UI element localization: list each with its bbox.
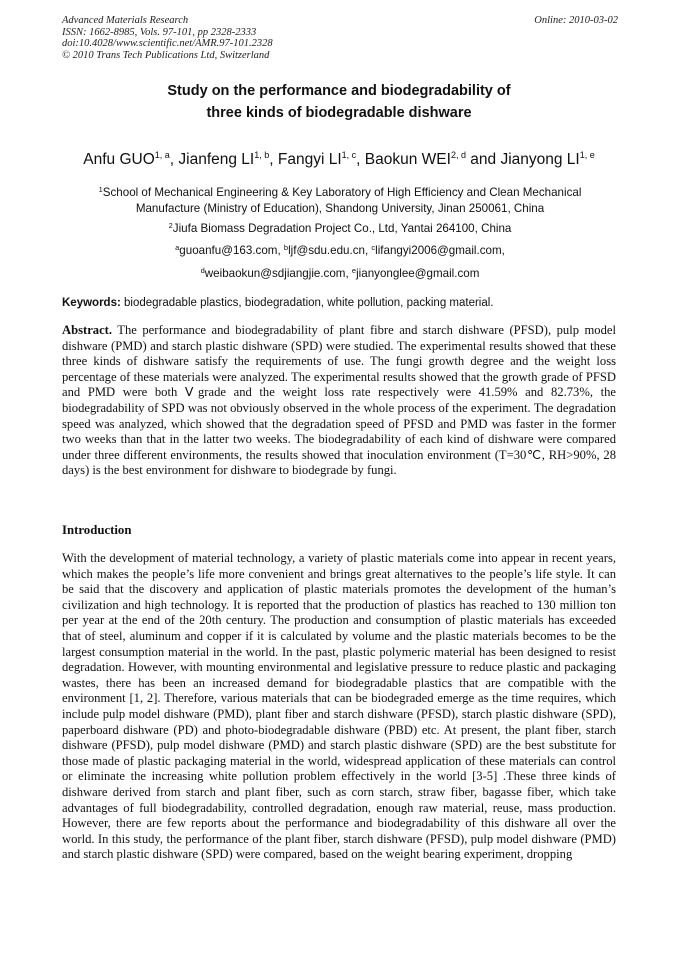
doi-line: doi:10.4028/www.scientific.net/AMR.97-101.2328 (62, 38, 273, 49)
affiliation-1: $^1$School of Mechanical Engineering & Key Laboratory of High Efficiency and Clean Mechanical Manufacture (Ministry of Education), Shandong University, Jinan 250061, China (98, 185, 582, 215)
abstract-label: Abstract. (62, 323, 113, 337)
abstract-text: The performance and biodegradability of plant fibre and starch dishware (PFSD), pulp model dishware (PMD) and starch plastic dishware (SPD) were studied. The experimental results showed that these three kinds of dishware satisfy the requirements of use. The fungi growth degree and the weight loss percentage of these materials were analyzed. The experimental results showed that the growth grade of PFSD and PMD were both Ⅴgrade and the weight loss rate respectively were 41.59% and 82.73%, the biodegradability of SPD was not obviously observed in the whole process of the experiment. The degradation speed was analyzed, which showed that the degradation speed of PFSD and PMD was faster in the former two weeks than that in the latter two weeks. The biodegradability of each kind of dishware were compared under three different environments, the results showed that inoculation environment (T=30℃, RH>90%, 28 days) is the best environment for dishware to biodegrade by fungi. (62, 323, 616, 478)
keywords: Keywords: biodegradable plastics, biodegradation, white pollution, packing material. (62, 297, 494, 309)
abstract (62, 323, 616, 479)
email-link[interactable]: $^c$lifangyi2006@gmail.com (371, 243, 502, 257)
journal-header (62, 15, 618, 61)
copyright-line: © 2010 Trans Tech Publications Ltd, Switzerland (62, 49, 270, 61)
author: Jianfeng LI$^{1, b}$, (178, 150, 278, 168)
introduction-text: With the development of material technology, a variety of plastic materials come into appear in recent years, which makes the people’s life more convenient and brings great alternatives to the people’s life style. It can be said that the discovery and application of plastic materials promotes the development of the human’s civilization and high technology. It is reported that the production of plastics has reached to 130 million ton per year at the end of the 20th century. The production and consumption of plastic materials has exceeded that of steel, aluminum and copper if it is calculated by volume and the plastic materials becomes to be the largest consumption material in the world. In the past, plastic polymeric material has been designed to resist degradation. However, with mounting environmental and legislative pressure to reduce plastic and packaging wastes, there has been an increased demand for biodegradable plastics that are compatible with the environment [1, 2]. Therefore, various materials that can be biodegraded emerge as the time requires, which include pulp model dishware (PMD), plant fiber and starch dishware (PFSD), starch plastic dishware (SPD), paperboard dishware (PD) and photo-biodegradable dishware (PBD) etc. At present, the plant fiber, starch dishware (PFSD), pulp model dishware (PMD) and starch plastic dishware (SPD) are the best substitute for those made of plastic packaging material in the world, widespread application of these materials can control or eliminate the increasing white pollution problem effectively in the world [3-5] .These three kinds of dishware derived from starch and plant fiber, such as corn starch, straw fiber, bagasse fiber, which take advantages of full biodegradability, controlled degradation, enough raw material, reuse, mass production. However, there are few reports about the performance and biodegradability of this dishware all over the world. In this study, the performance of the plant fiber, starch dishware (PFSD), pulp model dishware (PMD) and starch plastic dishware (SPD) were compared, based on the weight bearing experiment, dropping (62, 551, 616, 862)
email-link[interactable]: $^d$weibaokun@sdjiangjie.com (200, 266, 346, 280)
author-list (0, 145, 678, 170)
email-link[interactable]: $^e$jianyonglee@gmail.com (351, 266, 480, 280)
section-heading-introduction: Introduction (62, 523, 132, 537)
title-line-2: three kinds of biodegradable dishware (206, 105, 472, 121)
author: Fangyi LI$^{1, c}$, (277, 150, 365, 168)
issn-line: ISSN: 1662-8985, Vols. 97-101, pp 2328-2333 (62, 26, 257, 38)
affiliation-2: $^2$Jiufa Biomass Degradation Project Co., Ltd, Yantai 264100, China (168, 221, 512, 235)
author: Jianyong LI$^{1, e}$ (500, 150, 595, 168)
title-line-1: Study on the performance and biodegradability of (167, 83, 511, 99)
paper-title (0, 80, 678, 124)
online-date: Online: 2010-03-02 (534, 15, 618, 26)
author: Anfu GUO$^{1, a}$, (83, 150, 179, 168)
email-link[interactable]: $^b$ljf@sdu.edu.cn (283, 243, 365, 257)
author-emails: $^a$guoanfu@163.com, $^b$ljf@sdu.edu.cn, $^c$lifangyi2006@gmail.com, $^d$weibaokun@sdjiangjie.com, $^e$jianyonglee@gmail.com (175, 243, 505, 280)
journal-name: Advanced Materials Research (62, 15, 189, 26)
author: Baokun WEI$^{2, d}$ and (364, 150, 501, 168)
email-link[interactable]: $^a$guoanfu@163.com (175, 243, 278, 257)
